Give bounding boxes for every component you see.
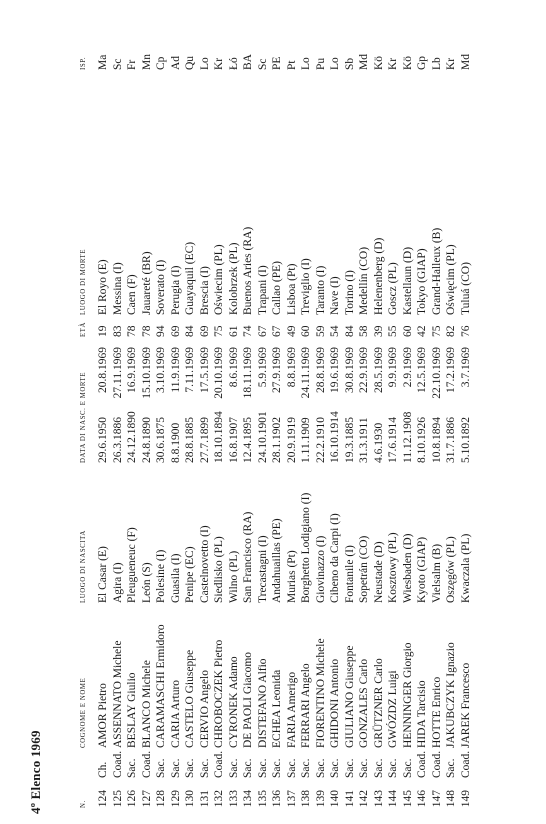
cell-deathplace: Buenos Aries (RA) (242, 226, 254, 315)
cell-birthplace: Guasila (I) (169, 553, 182, 603)
cell-title: Sac. (198, 758, 211, 778)
page-title: 4º Elenco 1969 (28, 730, 43, 814)
cell-birthplace: Giovinazzo (I) (314, 535, 327, 603)
cell-death-date: 3.7.1969 (459, 347, 472, 388)
cell-birthplace: Oszęgów (PL) (445, 536, 457, 603)
cell-age: 69 (198, 325, 211, 337)
cell-birthplace: Borghetto Lodigiano (I) (300, 492, 312, 603)
table-row (299, 10, 314, 810)
cell-birthplace: Kyoto (GIAP) (416, 536, 428, 603)
col-header-name: COGNOME E NOME (80, 677, 87, 748)
cell-number: 135 (256, 790, 269, 808)
col-header-title (80, 750, 96, 780)
cell-death-date: 2.9.1969 (401, 347, 414, 388)
cell-province: Kr (445, 57, 457, 70)
cell-deathplace: Trapani (I) (256, 265, 269, 315)
cell-name: HIDA Tarcisio (416, 680, 428, 748)
cell-province: Lb (430, 57, 443, 70)
cell-birth-date: 4.6.1930 (372, 422, 385, 463)
cell-birth-date: 11.12.1908 (401, 411, 414, 463)
table-row (183, 10, 198, 810)
cell-age: 74 (242, 325, 254, 337)
cell-number: 139 (314, 790, 327, 808)
cell-death-date: 18.11.1969 (242, 347, 254, 399)
cell-birth-date: 20.9.1919 (285, 417, 298, 463)
cell-province: Sc (256, 58, 269, 70)
cell-birthplace: Murias (Pt) (285, 550, 298, 603)
table-row (212, 10, 227, 810)
cell-number: 130 (184, 790, 196, 808)
cell-province: Qu (184, 55, 196, 70)
cell-birth-date: 10.8.1894 (430, 417, 443, 463)
cell-age: 75 (213, 325, 225, 337)
cell-title: Coad. (416, 750, 428, 778)
cell-name: CASTELO Giuseppe (184, 649, 196, 748)
cell-number: 131 (198, 790, 211, 808)
cell-death-date: 24.11.1969 (300, 347, 312, 399)
table-row (415, 10, 430, 810)
cell-title: Coad. (213, 750, 225, 778)
cell-title: Ch. (97, 761, 109, 778)
cell-deathplace: Kolobrzek (PL) (227, 242, 240, 315)
cell-death-date: 8.6.1969 (227, 347, 240, 388)
cell-title: Sac. (372, 758, 385, 778)
cell-age: 39 (372, 325, 385, 337)
cell-name: DISTEFANO Alfio (256, 658, 269, 748)
table-row (430, 10, 445, 810)
cell-number: 140 (329, 790, 341, 808)
cell-age: 61 (227, 325, 240, 337)
cell-name: HOTTE Enrico (430, 676, 443, 748)
table-row (343, 10, 358, 810)
cell-number: 142 (358, 790, 370, 808)
cell-number: 145 (401, 790, 414, 808)
cell-birthplace: San Francisco (RA) (242, 511, 254, 603)
table-row (357, 10, 372, 810)
cell-title: Sac. (256, 758, 269, 778)
cell-deathplace: Oświęcim (PL) (445, 244, 457, 315)
table-row (256, 10, 271, 810)
cell-province: Gp (416, 55, 428, 70)
cell-birth-date: 16.8.1907 (227, 417, 240, 463)
cell-birthplace: Fontanile (I) (343, 545, 356, 603)
cell-birthplace: Vielsalm (B) (430, 543, 443, 603)
cell-birthplace: León (S) (140, 562, 153, 603)
cell-name: AMOR Pietro (97, 683, 109, 748)
cell-deathplace: Torino (I) (343, 270, 356, 315)
cell-birth-date: 31.7.1886 (445, 417, 457, 463)
cell-deathplace: Grand-Halleux (B) (430, 227, 443, 315)
cell-age: 75 (430, 325, 443, 337)
cell-title: Sac. (401, 758, 414, 778)
cell-age: 83 (111, 325, 124, 337)
cell-death-date: 27.11.1969 (111, 347, 124, 399)
cell-birthplace: Wiesbaden (D) (401, 533, 414, 603)
cell-province: Ad (169, 55, 182, 70)
cell-number: 141 (343, 790, 356, 808)
cell-name: CERVIO Angelo (198, 670, 211, 748)
cell-death-date: 28.5.1969 (372, 347, 385, 393)
cell-province: Md (358, 54, 370, 70)
cell-birth-date: 28.8.1885 (184, 417, 196, 463)
cell-title: Coad. (459, 750, 472, 778)
cell-province: BA (242, 54, 254, 70)
cell-name: BESLAY Giulio (126, 672, 138, 748)
cell-birthplace: Cibeno da Carpi (I) (329, 513, 341, 603)
cell-name: ECHEA Leonida (271, 669, 283, 748)
table-row (96, 10, 111, 810)
table-row (140, 10, 155, 810)
table-row (459, 10, 474, 810)
cell-title: Sac. (358, 758, 370, 778)
cell-death-date: 17.2.1969 (445, 347, 457, 393)
cell-title: Sac. (343, 758, 356, 778)
cell-name: ASSENNATO Michele (111, 640, 124, 748)
table-row (227, 10, 242, 810)
cell-death-date: 19.6.1969 (329, 347, 341, 393)
cell-title: Sac. (155, 758, 167, 778)
cell-death-date: 8.8.1969 (285, 347, 298, 388)
cell-deathplace: Goscz (PL) (387, 262, 399, 315)
cell-birth-date: 18.10.1894 (213, 411, 225, 463)
cell-age: 59 (314, 325, 327, 337)
cell-birth-date: 24.10.1901 (256, 411, 269, 463)
cell-name: GRÜTZNER Carlo (372, 658, 385, 748)
cell-deathplace: Lisboa (Pt) (285, 263, 298, 315)
col-header-deathplace: LUOGO DI MORTE (80, 248, 87, 315)
cell-province: Kr (213, 57, 225, 70)
cell-deathplace: Callao (PE) (271, 261, 283, 315)
cell-age: 60 (401, 325, 414, 337)
cell-deathplace: Caen (F) (126, 274, 138, 315)
cell-deathplace: El Royo (E) (97, 259, 109, 315)
cell-birth-date: 30.6.1875 (155, 417, 167, 463)
cell-age: 42 (416, 325, 428, 337)
cell-death-date: 15.10.1969 (140, 347, 153, 399)
cell-number: 128 (155, 790, 167, 808)
cell-birthplace: Polesine (I) (155, 549, 167, 603)
table-row (444, 10, 459, 810)
cell-age: 19 (97, 325, 109, 337)
cell-province: Pu (314, 57, 327, 70)
cell-birth-date: 29.6.1950 (97, 417, 109, 463)
cell-province: Ma (97, 54, 109, 70)
cell-birth-date: 22.2.1910 (314, 417, 327, 463)
cell-province: Pt (285, 60, 298, 70)
table-row (125, 10, 140, 810)
cell-death-date: 27.9.1969 (271, 347, 283, 393)
cell-birth-date: 28.1.1902 (271, 417, 283, 463)
cell-deathplace: Perugia (I) (169, 265, 182, 315)
deceased-list-table (80, 10, 473, 810)
cell-deathplace: Messina (I) (111, 262, 124, 315)
cell-number: 143 (372, 790, 385, 808)
cell-death-date: 22.9.1969 (358, 347, 370, 393)
cell-birth-date: 26.3.1886 (111, 417, 124, 463)
cell-number: 149 (459, 790, 472, 808)
cell-title: Sac. (184, 758, 196, 778)
cell-birthplace: Castelnovetto (I) (198, 525, 211, 603)
cell-number: 125 (111, 790, 124, 808)
cell-number: 136 (271, 790, 283, 808)
cell-number: 127 (140, 790, 153, 808)
cell-title: Sac. (227, 758, 240, 778)
cell-birth-date: 8.8.1900 (169, 422, 182, 463)
cell-birthplace: Wilno (PL) (227, 550, 240, 603)
cell-title: Sac. (314, 758, 327, 778)
cell-birth-date: 17.6.1914 (387, 417, 399, 463)
cell-birthplace: Neustade (D) (372, 541, 385, 603)
table-row (328, 10, 343, 810)
cell-birthplace: Kosztowy (PL) (387, 532, 399, 603)
cell-death-date: 22.10.1969 (430, 347, 443, 399)
cell-province: Lo (300, 57, 312, 70)
cell-birthplace: Kwaczala (PL) (459, 533, 472, 603)
cell-age: 78 (140, 325, 153, 337)
cell-title: Coad. (430, 750, 443, 778)
col-header-birthplace: LUOGO DI NASCITA (80, 530, 87, 603)
cell-number: 126 (126, 790, 138, 808)
cell-name: CYRONEK Adamo (227, 656, 240, 748)
cell-death-date: 28.8.1969 (314, 347, 327, 393)
cell-age: 58 (358, 325, 370, 337)
table-row (285, 10, 300, 810)
cell-title: Sac. (387, 758, 399, 778)
cell-name: CARIA Arturo (169, 679, 182, 748)
cell-province: Md (459, 54, 472, 70)
table-row (270, 10, 285, 810)
cell-age: 84 (343, 325, 356, 337)
cell-birthplace: Agira (I) (111, 562, 124, 603)
cell-death-date: 20.8.1969 (97, 347, 109, 393)
cell-age: 60 (300, 325, 312, 337)
col-header-age: ETÀ (80, 321, 87, 337)
cell-province: Kr (387, 57, 399, 70)
cell-death-date: 17.5.1969 (198, 347, 211, 393)
cell-birth-date: 24.12.1890 (126, 411, 138, 463)
cell-title: Sac. (271, 758, 283, 778)
cell-age: 69 (169, 325, 182, 337)
cell-birthplace: Sopetrán (CO) (358, 535, 370, 603)
cell-birth-date: 27.7.1899 (198, 417, 211, 463)
cell-age: 82 (445, 325, 457, 337)
cell-birthplace: El Casar (E) (97, 546, 109, 603)
cell-name: FERRARI Angelo (300, 663, 312, 748)
cell-deathplace: Helenenberg (D) (372, 237, 385, 315)
cell-deathplace: Oświecim (PL) (213, 244, 225, 315)
table-row (241, 10, 256, 810)
cell-birthplace: Pleugueneuc (F) (126, 527, 138, 603)
cell-number: 147 (430, 790, 443, 808)
table-row (169, 10, 184, 810)
cell-deathplace: Nave (I) (329, 276, 341, 315)
cell-province: Cp (155, 56, 167, 70)
cell-birthplace: Andahuaillas (PE) (271, 518, 283, 603)
cell-title: Sac. (169, 758, 182, 778)
table-row (198, 10, 213, 810)
cell-birth-date: 16.10.1914 (329, 411, 341, 463)
cell-deathplace: Soverato (I) (155, 259, 167, 315)
cell-number: 124 (97, 790, 109, 808)
cell-title: Coad. (111, 750, 124, 778)
cell-province: Łó (227, 57, 240, 70)
cell-number: 133 (227, 790, 240, 808)
cell-name: JAKUBCZYK Ignazio (445, 642, 457, 748)
cell-province: Mn (140, 54, 153, 70)
cell-age: 49 (285, 325, 298, 337)
cell-deathplace: Kastellaun (D) (401, 246, 414, 315)
cell-number: 137 (285, 790, 298, 808)
cell-age: 76 (459, 325, 472, 337)
cell-province: Kö (372, 55, 385, 70)
cell-title: Sac. (242, 758, 254, 778)
cell-death-date: 9.9.1969 (387, 347, 399, 388)
cell-title: Sac. (285, 758, 298, 778)
cell-deathplace: Tuluá (CO) (459, 262, 472, 315)
cell-death-date: 11.9.1969 (169, 347, 182, 393)
table-row (111, 10, 126, 810)
cell-title: Sac. (300, 758, 312, 778)
cell-deathplace: Taranto (I) (314, 265, 327, 315)
cell-province: Kö (401, 55, 414, 70)
cell-title: Sac. (445, 758, 457, 778)
table-row (401, 10, 416, 810)
cell-death-date: 20.10.1969 (213, 347, 225, 399)
col-header-dates: DATA DI NASC. E MORTE (80, 371, 87, 463)
cell-name: GONZALES Carlo (358, 658, 370, 748)
cell-number: 144 (387, 790, 399, 808)
cell-number: 138 (300, 790, 312, 808)
table-row (386, 10, 401, 810)
cell-birth-date: 8.10.1926 (416, 417, 428, 463)
cell-birth-date: 24.8.1890 (140, 417, 153, 463)
cell-death-date: 3.10.1969 (155, 347, 167, 393)
cell-deathplace: Medellín (CO) (358, 246, 370, 315)
cell-deathplace: Brescia (I) (198, 266, 211, 315)
col-header-province: ISP. (80, 56, 87, 70)
cell-age: 78 (126, 325, 138, 337)
cell-deathplace: Tokyo (GIAP) (416, 248, 428, 315)
table-row (154, 10, 169, 810)
cell-name: DE PAOLI Giacomo (242, 651, 254, 748)
cell-province: Sb (343, 57, 356, 70)
cell-number: 134 (242, 790, 254, 808)
cell-name: HENNINGER Giorgio (401, 642, 414, 748)
cell-number: 148 (445, 790, 457, 808)
cell-name: BLANCO Michele (140, 660, 153, 748)
cell-birthplace: Trecastagni (I) (256, 535, 269, 603)
cell-name: FARIA Amerigo (285, 671, 298, 748)
cell-age: 67 (271, 325, 283, 337)
cell-number: 146 (416, 790, 428, 808)
cell-number: 132 (213, 790, 225, 808)
cell-deathplace: Jauareté (BR) (140, 251, 153, 315)
cell-age: 94 (155, 325, 167, 337)
cell-title: Sac. (126, 758, 138, 778)
cell-death-date: 12.5.1969 (416, 347, 428, 393)
cell-name: CHROBOCZEK Pietro (213, 639, 225, 748)
cell-birth-date: 5.10.1892 (459, 417, 472, 463)
cell-province: Lo (329, 57, 341, 70)
cell-deathplace: Treviglio (I) (300, 258, 312, 315)
cell-age: 54 (329, 325, 341, 337)
cell-age: 55 (387, 325, 399, 337)
cell-death-date: 5.9.1969 (256, 347, 269, 388)
table-row (314, 10, 329, 810)
cell-birth-date: 12.4.1895 (242, 417, 254, 463)
cell-age: 84 (184, 325, 196, 337)
cell-birth-date: 1.11.1909 (300, 417, 312, 463)
cell-name: GHIDONI Antonio (329, 658, 341, 748)
cell-age: 67 (256, 325, 269, 337)
cell-birthplace: Penipe (EC) (184, 546, 196, 603)
cell-province: Sc (111, 58, 124, 70)
cell-province: Lo (198, 57, 211, 70)
cell-deathplace: Guayaquil (EC) (184, 241, 196, 315)
cell-title: Coad. (140, 750, 153, 778)
cell-name: GWÓZDZ Luigi (387, 670, 399, 748)
cell-birth-date: 19.3.1885 (343, 417, 356, 463)
cell-death-date: 30.8.1969 (343, 347, 356, 393)
table-header-row (80, 10, 96, 810)
cell-birthplace: Siedlisko (PL) (213, 536, 225, 603)
cell-death-date: 7.11.1969 (184, 347, 196, 393)
cell-name: CARAMASCHI Ermidoro (155, 624, 167, 748)
cell-birth-date: 31.3.1911 (358, 417, 370, 463)
cell-title: Sac. (329, 758, 341, 778)
cell-name: GIULIANO Giuseppe (343, 645, 356, 748)
cell-province: Fr (126, 59, 138, 70)
cell-number: 129 (169, 790, 182, 808)
cell-name: JAREK Francesco (459, 662, 472, 748)
cell-province: PE (271, 56, 283, 70)
col-header-number: N. (80, 800, 87, 808)
cell-death-date: 16.9.1969 (126, 347, 138, 393)
cell-name: FIORENTINO Michele (314, 638, 327, 748)
table-row (372, 10, 387, 810)
